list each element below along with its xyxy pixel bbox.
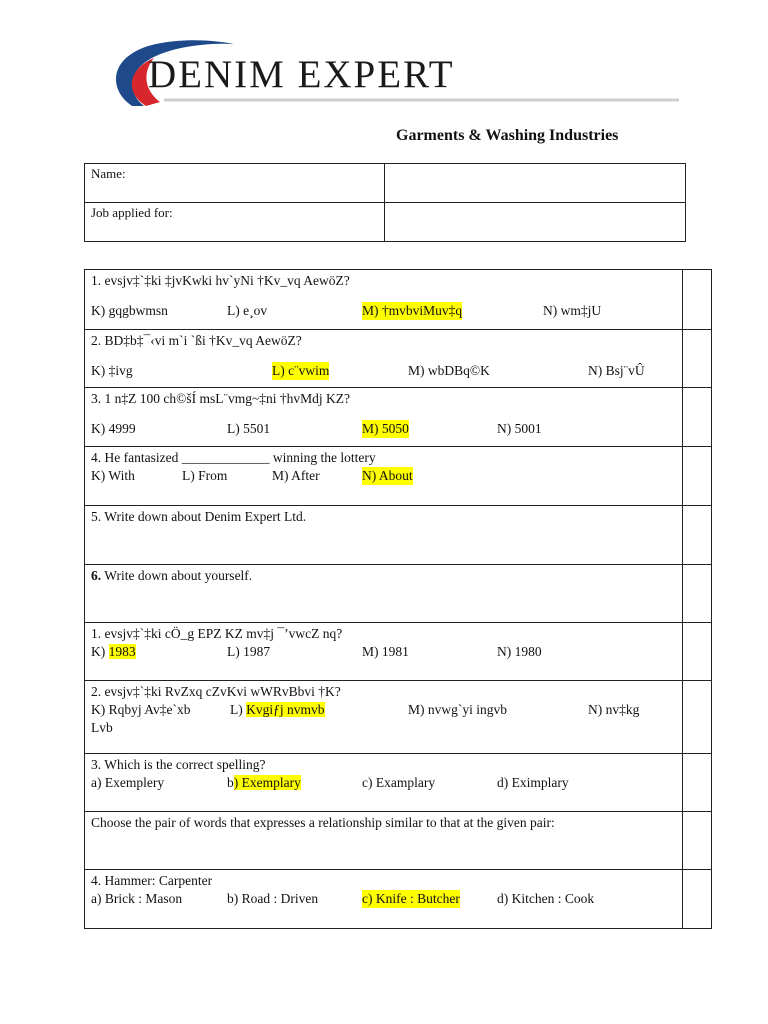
question-number: 6. bbox=[91, 568, 102, 583]
answer-cell[interactable] bbox=[683, 388, 712, 447]
options-row bbox=[91, 701, 676, 719]
question-text: 5. Write down about Denim Expert Ltd. bbox=[91, 509, 307, 524]
option-continuation: Lvb bbox=[91, 720, 113, 735]
option-k-correct: 1983 bbox=[108, 644, 136, 659]
question-text: 2. BD‡b‡¯‹vi m`i `ßi †Kv_vq AewöZ? bbox=[91, 333, 302, 348]
option-d: d) Kitchen : Cook bbox=[497, 891, 595, 906]
question-row bbox=[85, 754, 712, 812]
options-row bbox=[91, 774, 676, 792]
instruction-row bbox=[85, 812, 712, 870]
option-b-correct: ) Exemplary bbox=[233, 775, 301, 790]
name-label: Name: bbox=[85, 164, 385, 203]
option-k: K) With bbox=[91, 468, 135, 483]
answer-cell bbox=[683, 812, 712, 870]
name-row bbox=[85, 164, 686, 203]
question-cell bbox=[85, 870, 683, 929]
option-c: c) Examplary bbox=[362, 775, 436, 790]
option-l-correct: L) c¨vwim bbox=[272, 363, 330, 378]
question-text: 6. Write down about yourself. bbox=[91, 568, 253, 583]
answer-cell[interactable] bbox=[683, 623, 712, 681]
option-b: b) Road : Driven bbox=[227, 891, 319, 906]
denim-expert-logo bbox=[104, 36, 684, 108]
option-n: N) nv‡kg bbox=[588, 702, 640, 717]
option-l-correct: Kvgiƒj nvmvb bbox=[246, 702, 325, 717]
question-row bbox=[85, 623, 712, 681]
question-cell bbox=[85, 623, 683, 681]
options-row bbox=[91, 643, 676, 661]
question-cell bbox=[85, 270, 683, 330]
question-cell bbox=[85, 565, 683, 623]
job-row bbox=[85, 203, 686, 242]
answer-cell[interactable] bbox=[683, 270, 712, 330]
question-row bbox=[85, 681, 712, 754]
option-k: K) 4999 bbox=[91, 421, 136, 436]
question-row bbox=[85, 870, 712, 929]
option-n-correct: N) About bbox=[362, 468, 413, 483]
question-row bbox=[85, 388, 712, 447]
question-text: 1. evsjv‡`‡ki ‡jvKwki hv`yNi †Kv_vq AewöZ? bbox=[91, 273, 350, 288]
question-row bbox=[85, 565, 712, 623]
option-k: K) gqgbwmsn bbox=[91, 303, 168, 318]
options-row bbox=[91, 302, 676, 320]
applicant-info-table bbox=[84, 163, 686, 242]
question-text: 3. Which is the correct spelling? bbox=[91, 757, 266, 772]
questions-table bbox=[84, 269, 712, 929]
option-l: L) e¸ov bbox=[227, 303, 268, 318]
question-row bbox=[85, 270, 712, 330]
option-b: b) Exemplary bbox=[227, 775, 301, 790]
option-l: L) Kvgiƒj nvmvb bbox=[230, 702, 325, 717]
question-cell bbox=[85, 388, 683, 447]
question-row bbox=[85, 330, 712, 388]
option-m: M) wbDBq©K bbox=[408, 363, 490, 378]
question-text: 3. 1 n‡Z 100 ch©šÍ msL¨vmg~‡ni †hvMdj KZ? bbox=[91, 391, 351, 406]
question-cell bbox=[85, 506, 683, 565]
option-a: a) Brick : Mason bbox=[91, 891, 183, 906]
job-applied-field[interactable] bbox=[385, 203, 686, 242]
answer-cell[interactable] bbox=[683, 565, 712, 623]
answer-cell[interactable] bbox=[683, 330, 712, 388]
option-m-correct: M) 5050 bbox=[362, 421, 409, 436]
option-m: M) After bbox=[272, 468, 320, 483]
option-c-correct: c) Knife : Butcher bbox=[362, 891, 460, 906]
job-applied-label: Job applied for: bbox=[85, 203, 385, 242]
question-text: 4. Hammer: Carpenter bbox=[91, 873, 213, 888]
question-cell bbox=[85, 447, 683, 506]
answer-cell[interactable] bbox=[683, 506, 712, 565]
options-row bbox=[91, 420, 676, 438]
option-d: d) Eximplary bbox=[497, 775, 569, 790]
answer-cell[interactable] bbox=[683, 754, 712, 812]
option-n: N) wm‡jU bbox=[543, 303, 602, 318]
company-subtitle: Garments & Washing Industries bbox=[396, 127, 619, 144]
question-text: 1. evsjv‡`‡ki cÖ_g EPZ KZ mv‡j ¯’vwcZ nq? bbox=[91, 626, 343, 641]
answer-cell[interactable] bbox=[683, 870, 712, 929]
option-n: N) Bsj¨vÛ bbox=[588, 363, 645, 378]
option-m-correct: M) †mvbviMuv‡q bbox=[362, 303, 463, 318]
question-row bbox=[85, 447, 712, 506]
instruction-cell bbox=[85, 812, 683, 870]
option-n: N) 1980 bbox=[497, 644, 542, 659]
instruction-text: Choose the pair of words that expresses a relationship similar to that at the given pair: bbox=[91, 815, 555, 830]
option-l: L) 1987 bbox=[227, 644, 271, 659]
name-field[interactable] bbox=[385, 164, 686, 203]
answer-cell[interactable] bbox=[683, 447, 712, 506]
question-text: 4. He fantasized _____________ winning the lottery bbox=[91, 450, 376, 465]
option-k: K) 1983 bbox=[91, 644, 136, 659]
question-cell bbox=[85, 754, 683, 812]
answer-cell[interactable] bbox=[683, 681, 712, 754]
option-m: M) 1981 bbox=[362, 644, 409, 659]
option-l: L) From bbox=[182, 468, 228, 483]
question-cell bbox=[85, 681, 683, 754]
option-k: K) ‡ivg bbox=[91, 363, 133, 378]
question-text: 2. evsjv‡`‡ki RvZxq cZvKvi wWRvBbvi †K? bbox=[91, 684, 341, 699]
options-row bbox=[91, 890, 676, 908]
option-n: N) 5001 bbox=[497, 421, 542, 436]
option-a: a) Exemplery bbox=[91, 775, 165, 790]
options-row bbox=[91, 467, 676, 485]
option-k: K) Rqbyj Av‡e`xb bbox=[91, 702, 191, 717]
question-cell bbox=[85, 330, 683, 388]
option-l: L) 5501 bbox=[227, 421, 271, 436]
options-row bbox=[91, 362, 676, 380]
question-row bbox=[85, 506, 712, 565]
logo-text: DENIM EXPERT bbox=[148, 53, 455, 96]
option-m: M) nvwg`yi ingvb bbox=[408, 702, 507, 717]
